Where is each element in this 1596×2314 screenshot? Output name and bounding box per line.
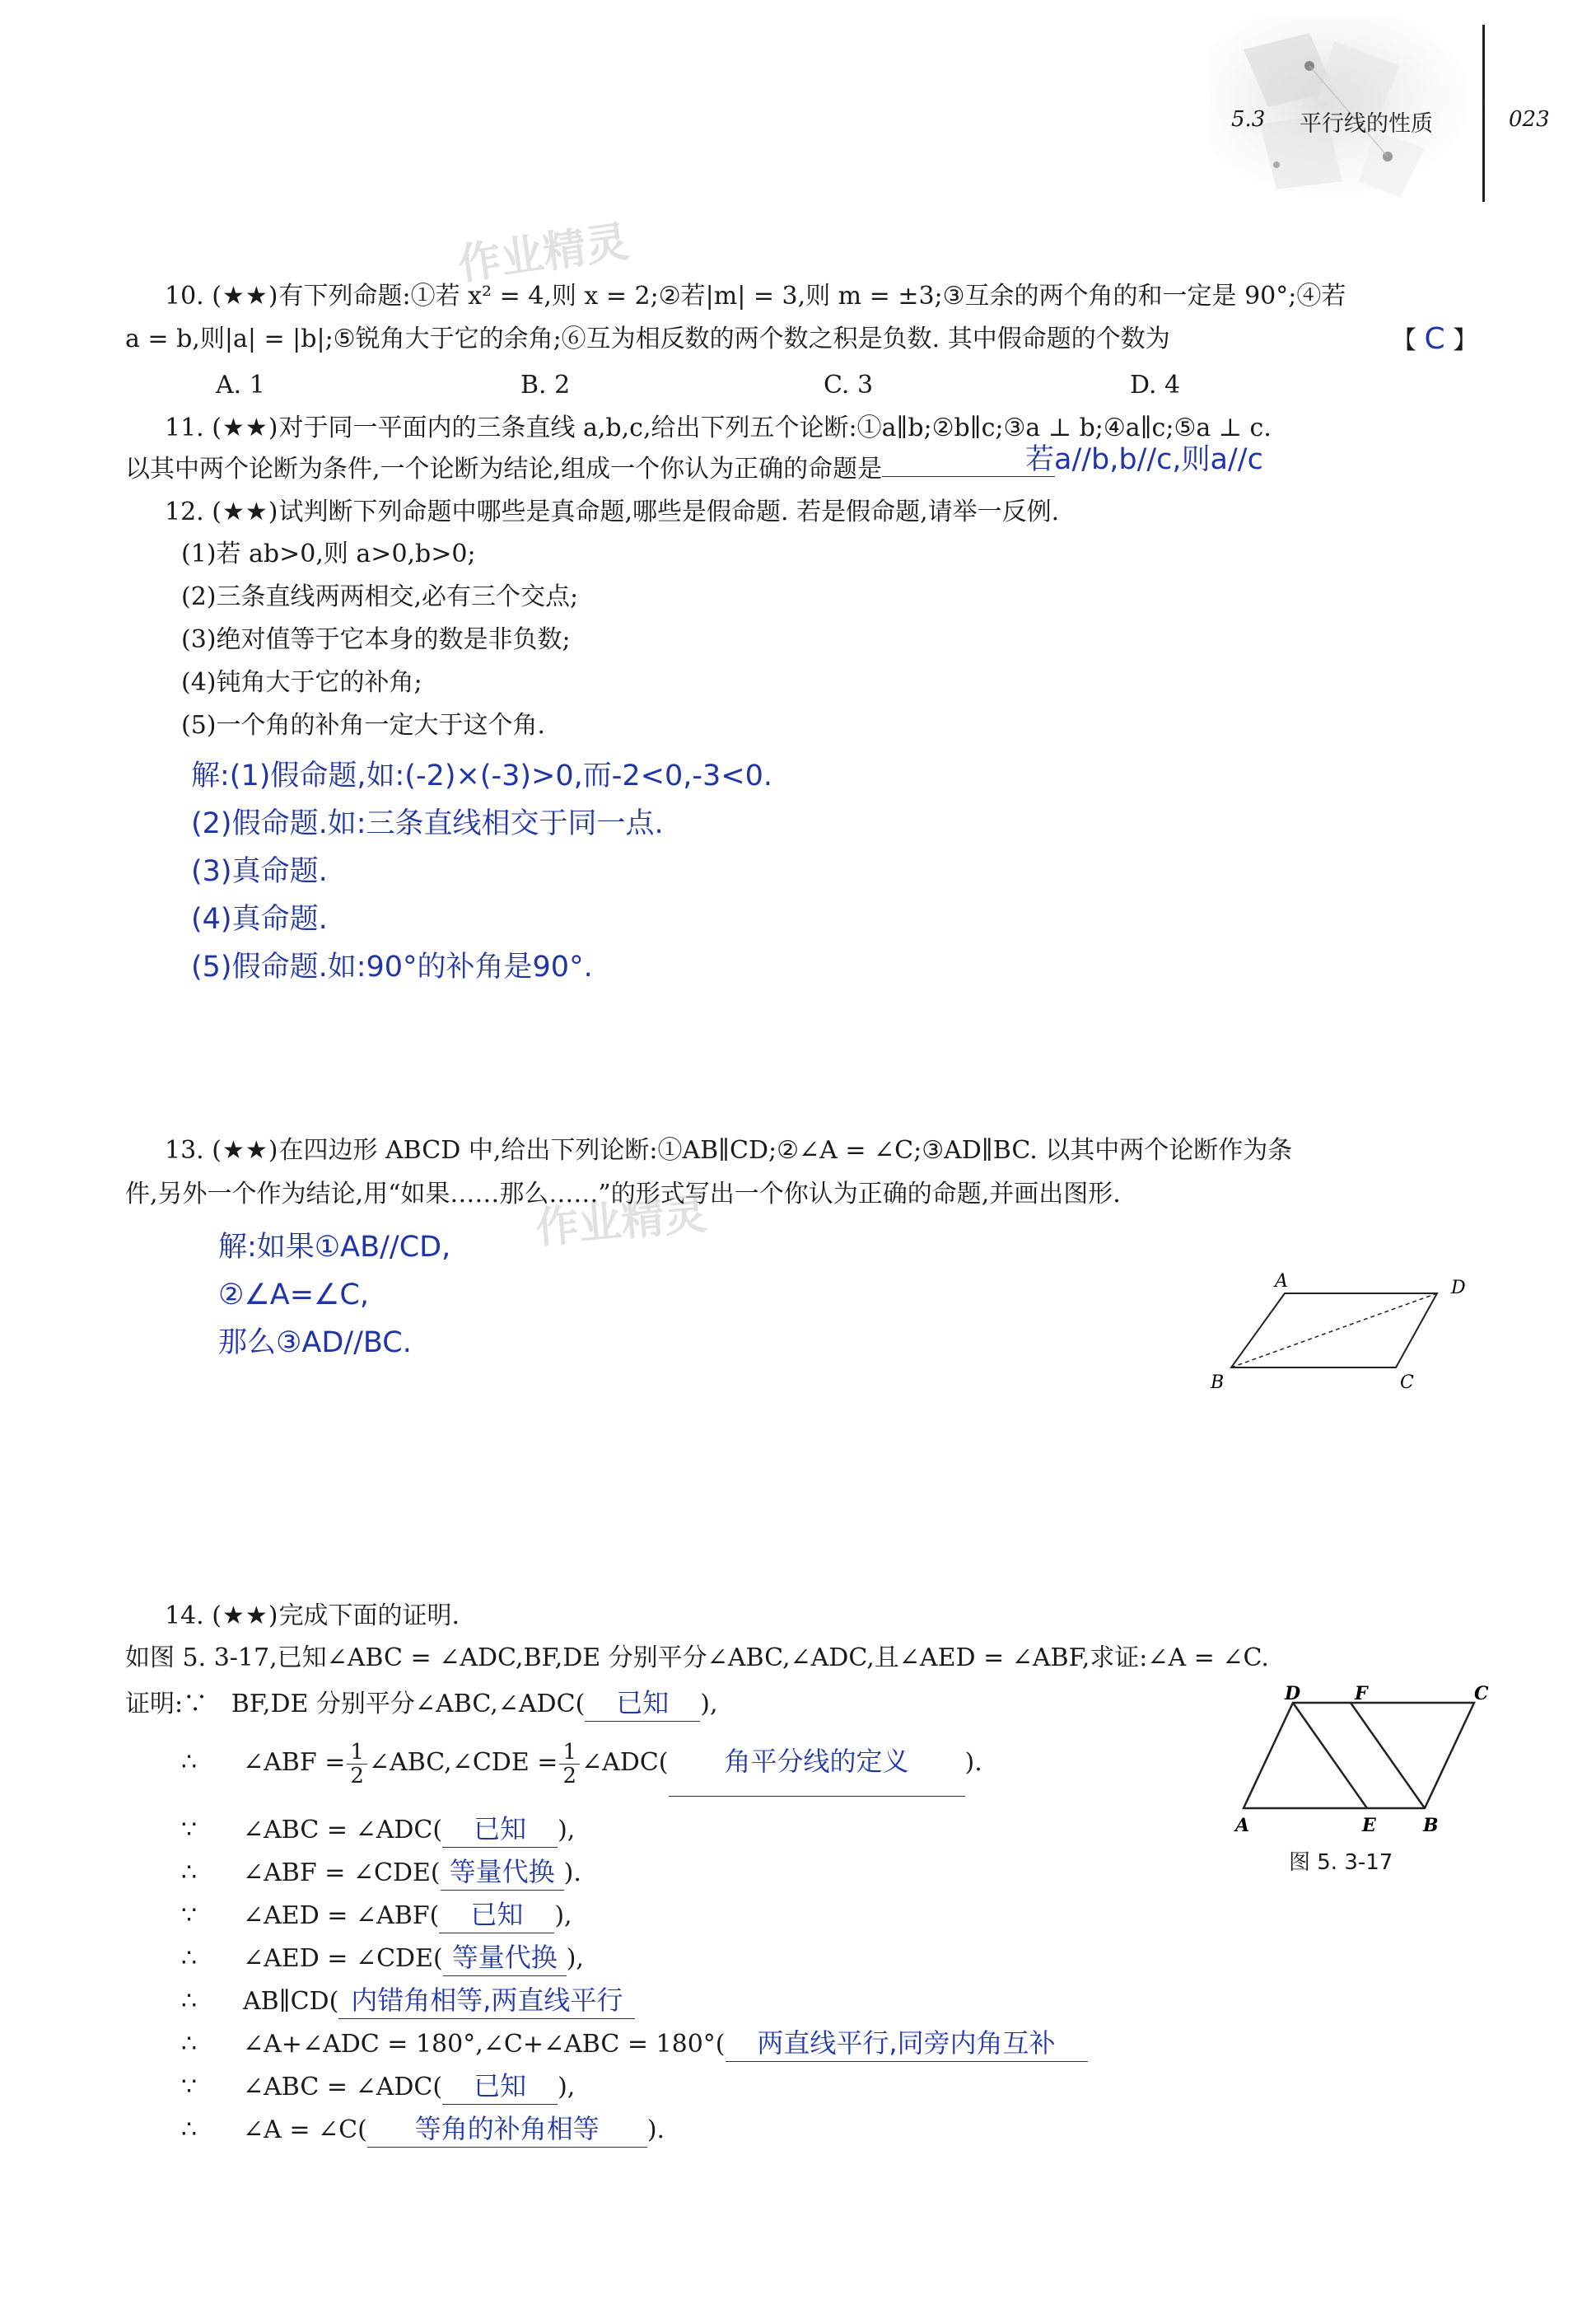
vertex-label-c: C (1400, 1372, 1414, 1393)
proof-step: ∵ ∠AED = ∠ABF( 已知 ), (181, 1896, 572, 1933)
proof-step: ∴ ∠AED = ∠CDE( 等量代换 ), (181, 1939, 584, 1976)
proof-step: ∴ ∠ABF = ∠CDE( 等量代换 ). (181, 1854, 581, 1891)
handwritten-answer: 等量代换 (449, 1856, 555, 1887)
handwritten-answer: 已知 (474, 2070, 527, 2101)
handwritten-answer: 已知 (470, 1899, 524, 1930)
q12-item: (2)三条直线两两相交,必有三个交点; (181, 582, 579, 611)
handwritten-answer: ②∠A=∠C, (218, 1279, 369, 1311)
watermark: 作业精灵 (455, 217, 632, 291)
q14-given: 如图 5. 3-17,已知∠ABC = ∠ADC,BF,DE 分别平分∠ABC,∠ADC,且∠AED = ∠ABF,求证:∠A = ∠C. (125, 1643, 1269, 1672)
vertex-label-d: D (1285, 1685, 1301, 1704)
proof-step: ∴ ∠ABF = $\frac{1}{2}$ ∠ABC,∠CDE = $\frac{1}{2}$ ∠ADC( 角平分线的定义 ). (181, 1730, 982, 1797)
q13-line2: 件,另外一个作为结论,用“如果……那么……”的形式写出一个你认为正确的命题,并画出图形. (125, 1180, 1121, 1208)
question-number: 13. (165, 1136, 204, 1165)
handwritten-answer: 等角的补角相等 (414, 2113, 600, 2144)
parallelogram-figure (1202, 1260, 1482, 1400)
q11-line1 (165, 412, 1272, 445)
vertex-label-b: B (1423, 1815, 1439, 1836)
fraction-half: $\frac{1}{2}$ (559, 1741, 580, 1788)
handwritten-answer: 等量代换 (451, 1942, 558, 1973)
q12-item: (1)若 ab>0,则 a>0,b>0; (181, 540, 476, 568)
watermark: 作业精灵 (534, 1190, 709, 1254)
handwritten-answer: 两直线平行,同旁内角互补 (757, 2027, 1056, 2059)
option-c: C. 3 (824, 371, 874, 400)
q12-item: (5)一个角的补角一定大于这个角. (181, 711, 546, 740)
handwritten-answer: 角平分线的定义 (724, 1746, 909, 1777)
handwritten-answer: (3)真命题. (191, 855, 328, 888)
handwritten-answer: 已知 (474, 1813, 527, 1844)
handwritten-answer: (2)假命题.如:三条直线相交于同一点. (191, 807, 664, 840)
q10-line1 (165, 280, 1346, 313)
proof-step: ∵ ∠ABC = ∠ADC( 已知 ), (181, 2068, 575, 2105)
q14-prompt: 14. (★★)完成下面的证明. (165, 1601, 460, 1630)
q12-prompt: 12. (★★)试判断下列命题中哪些是真命题,哪些是假命题. 若是假命题,请举一反例. (165, 498, 1060, 526)
vertex-label-a: A (1235, 1815, 1250, 1836)
proof-step: ∴ ∠A = ∠C( 等角的补角相等 ). (181, 2111, 665, 2148)
question-number: 11. (165, 414, 204, 442)
difficulty-stars: (★★) (212, 1601, 279, 1630)
vertex-label-c: C (1474, 1685, 1489, 1704)
q11-text: 对于同一平面内的三条直线 a,b,c,给出下列五个论断:①a∥b;②b∥c;③a ⊥ b;④a∥c;⑤a ⊥ c. (278, 414, 1272, 442)
handwritten-answer: C (1424, 322, 1445, 356)
question-number: 14. (165, 1601, 204, 1630)
handwritten-answer: (4)真命题. (191, 903, 328, 936)
vertex-label-a: A (1275, 1271, 1288, 1292)
handwritten-answer: (5)假命题.如:90°的补角是90°. (191, 951, 593, 984)
proof-step: 证明:∵ BF,DE 分别平分∠ABC,∠ADC( 已知 ), (125, 1685, 718, 1722)
parallelogram-bisector-figure (1227, 1685, 1499, 1841)
option-b: B. 2 (520, 371, 571, 400)
figure-caption: 图 5. 3-17 (1289, 1850, 1393, 1875)
fraction-half: $\frac{1}{2}$ (347, 1741, 367, 1788)
q12-item: (3)绝对值等于它本身的数是非负数; (181, 625, 571, 654)
difficulty-stars: (★★) (212, 498, 279, 526)
difficulty-stars: (★★) (212, 414, 279, 442)
handwritten-answer: 解:(1)假命题,如:(-2)×(-3)>0,而-2<0,-3<0. (191, 760, 772, 792)
question-number: 10. (165, 282, 204, 311)
q10-text: 有下列命题:①若 x² = 4,则 x = 2;②若|m| = 3,则 m = ±3;③互余的两个角的和一定是 90°;④若 (278, 282, 1346, 311)
question-number: 12. (165, 498, 204, 526)
vertex-label-f: F (1355, 1685, 1368, 1704)
handwritten-answer: 已知 (616, 1687, 670, 1718)
option-d: D. 4 (1130, 371, 1181, 400)
handwritten-answer: 内错角相等,两直线平行 (351, 1984, 623, 2016)
q13-line1: 13. (★★)在四边形 ABCD 中,给出下列论断:①AB∥CD;②∠A = ∠C;③AD∥BC. 以其中两个论断作为条 (165, 1136, 1293, 1165)
header-section-number: 5.3 (1231, 107, 1266, 132)
answer-bracket: 【 C 】 (1392, 322, 1478, 356)
proof-step: ∴ ∠A+∠ADC = 180°,∠C+∠ABC = 180°( 两直线平行,同旁内角互补 (181, 2025, 1088, 2062)
handwritten-answer: 那么③AD//BC. (218, 1326, 412, 1359)
header-rule (1482, 25, 1485, 202)
q10-line2: a = b,则|a| = |b|;⑤锐角大于它的余角;⑥互为相反数的两个数之积是负数. 其中假命题的个数为 (125, 325, 1170, 353)
vertex-label-d: D (1451, 1278, 1466, 1298)
vertex-label-e: E (1362, 1815, 1376, 1836)
difficulty-stars: (★★) (212, 1136, 279, 1165)
handwritten-answer: 若a//b,b//c,则a//c (1025, 443, 1263, 476)
q11-line2: 以其中两个论断为条件,一个论断为结论,组成一个你认为正确的命题是 (125, 453, 1055, 486)
difficulty-stars: (★★) (212, 282, 279, 311)
proof-step: ∴ AB∥CD( 内错角相等,两直线平行 (181, 1982, 635, 2019)
header-title: 平行线的性质 (1300, 111, 1433, 137)
handwritten-answer: 解:如果①AB//CD, (218, 1231, 451, 1264)
page-number: 023 (1509, 107, 1550, 132)
proof-step: ∵ ∠ABC = ∠ADC( 已知 ), (181, 1811, 575, 1848)
option-a: A. 1 (216, 371, 265, 400)
vertex-label-b: B (1211, 1372, 1225, 1393)
q12-item: (4)钝角大于它的补角; (181, 668, 422, 697)
